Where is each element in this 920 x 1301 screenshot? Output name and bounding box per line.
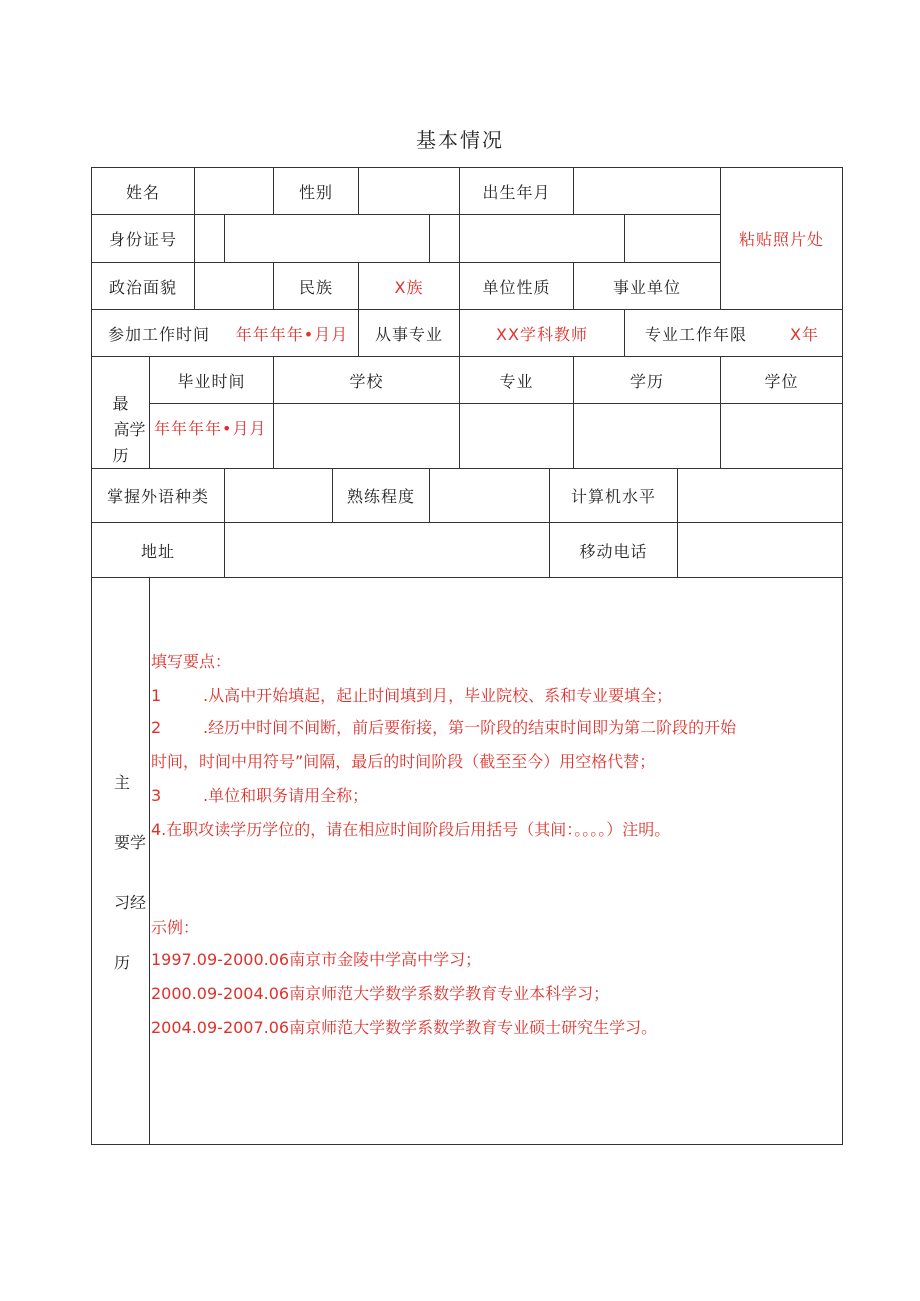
header-degree-level: 学历 [629, 371, 664, 391]
unit-type-value[interactable]: 事业单位 [612, 277, 681, 297]
name-field[interactable] [195, 168, 273, 214]
birth-field[interactable] [574, 168, 720, 214]
note-2-continued: 时间，时间中用符号”间隔，最后的时间阶段（截至至今）用空格代替； [151, 752, 656, 771]
photo-placeholder[interactable]: 粘贴照片处 [738, 230, 824, 249]
address-field[interactable] [225, 523, 549, 577]
computer-field[interactable] [678, 469, 842, 522]
ethnicity-value[interactable]: X族 [394, 277, 424, 297]
notes-title: 填写要点： [151, 652, 232, 671]
education-section-label: 最 高学 历 [112, 394, 146, 465]
example-2: 2000.09-2004.06南京师范大学数学系数学教育专业本科学习； [151, 984, 610, 1003]
page-title: 基本情况 [416, 128, 504, 152]
note-3: 3 .单位和职务请用全称； [151, 786, 369, 805]
study-section-label: 主 要学 习经 历 [114, 773, 147, 972]
years-label: 专业工作年限 [644, 324, 747, 344]
header-school: 学校 [349, 371, 384, 391]
mobile-label: 移动电话 [579, 541, 648, 561]
header-major: 专业 [499, 371, 534, 391]
id-field[interactable] [225, 215, 429, 262]
years-value[interactable]: X年 [790, 324, 819, 344]
language-field[interactable] [225, 469, 332, 522]
example-title: 示例： [151, 918, 200, 937]
example-3: 2004.09-2007.06南京师范大学数学系数学教育专业硕士研究生学习。 [151, 1018, 658, 1037]
work-start-label: 参加工作时间 [107, 324, 210, 344]
computer-label: 计算机水平 [570, 487, 656, 506]
id-label: 身份证号 [108, 230, 177, 249]
name-label: 姓名 [125, 182, 160, 202]
ethnicity-label: 民族 [298, 277, 333, 297]
header-degree: 学位 [764, 371, 799, 391]
work-start-value[interactable]: 年年年年•月月 [235, 324, 349, 344]
major-label: 从事专业 [374, 324, 443, 344]
major-value[interactable]: XX学科教师 [496, 324, 588, 344]
unit-type-label: 单位性质 [482, 277, 551, 297]
language-label: 掌握外语种类 [106, 487, 209, 506]
example-1: 1997.09-2000.06南京市金陵中学高中学习； [151, 950, 482, 969]
politics-label: 政治面貌 [108, 277, 177, 297]
address-label: 地址 [140, 541, 175, 561]
proficiency-field[interactable] [430, 469, 549, 522]
header-grad-time: 毕业时间 [177, 371, 246, 391]
mobile-field[interactable] [678, 523, 842, 577]
note-2: 2 .经历中时间不间断，前后要衔接，第一阶段的结束时间即为第二阶段的开始 [151, 718, 737, 737]
gender-label: 性别 [298, 182, 333, 202]
note-4: 4.在职攻读学历学位的，请在相应时间阶段后用括号（其间：。。。。）注明。 [151, 820, 671, 839]
birth-label: 出生年月 [482, 182, 551, 202]
gender-field[interactable] [359, 168, 459, 214]
politics-field[interactable] [195, 263, 273, 309]
proficiency-label: 熟练程度 [346, 487, 415, 506]
note-1: 1 .从高中开始填起，起止时间填到月，毕业院校、系和专业要填全； [151, 686, 673, 705]
grad-time-value[interactable]: 年年年年•月月 [154, 418, 267, 438]
